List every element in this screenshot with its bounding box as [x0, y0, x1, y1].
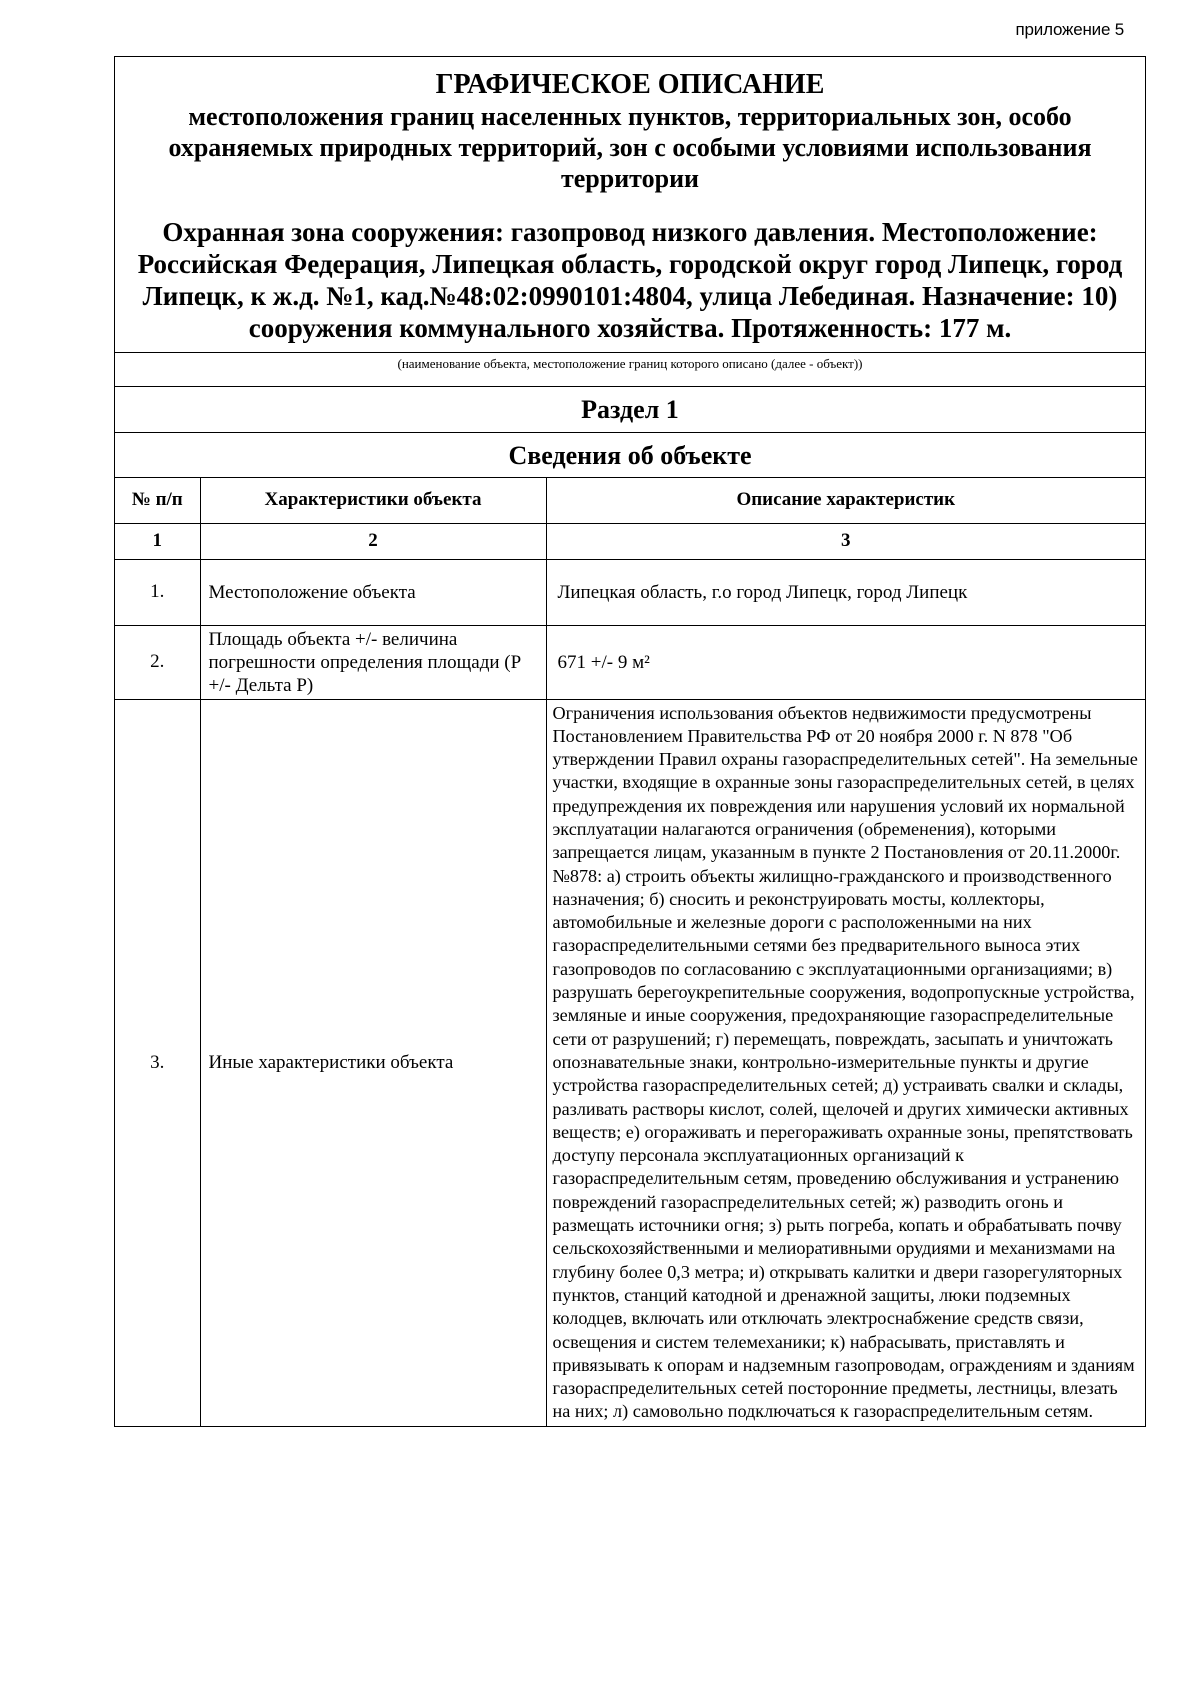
- table-row: [115, 625, 1145, 699]
- header-number: № п/п: [115, 478, 200, 523]
- document-title: ГРАФИЧЕСКОЕ ОПИСАНИЕ: [435, 69, 825, 100]
- row-number: 2.: [115, 625, 200, 699]
- table-index-row: [115, 523, 1145, 559]
- header-characteristic: Характеристики объекта: [200, 478, 546, 523]
- row-description: Ограничения использования объектов недвижимости предусмотрены Постановлением Правительства РФ от 20 ноября 2000 г. N 878 "Об утверждении Правил охраны газораспределительных сетей". На земельные участки, входящие в охранные зоны газораспределительных сетей, в целях предупреждения их повреждения или нарушения условий их нормальной эксплуатации налагаются ограничения (обременения), которыми запрещается лицам, указанным в пункте 2 Постановления от 20.11.2000г. №878: а) строить объекты жилищно-гражданского и производственного назначения; б) сносить и реконструировать мосты, коллекторы, автомобильные и железные дороги с расположенными на них газораспределительными сетями без предварительного выноса этих газопроводов по согласованию с эксплуатационными организациями; в) разрушать берегоукрепительные сооружения, водопропускные устройства, земляные и иные сооружения, предохраняющие газораспределительные сети от разрушений; г) перемещать, повреждать, засыпать и уничтожать опознавательные знаки, контрольно-измерительные пункты и другие устройства газораспределительных сетей; д) устраивать свалки и склады, разливать растворы кислот, солей, щелочей и других химически активных веществ; е) огораживать и перегораживать охранные зоны, препятствовать доступу персонала эксплуатационных организаций к газораспределительным сетям, проведению обслуживания и устранению повреждений газораспределительных сетей; ж) разводить огонь и размещать источники огня; з) рыть погреба, копать и обрабатывать почву сельскохозяйственными и мелиоративными орудиями и механизмами на глубину более 0,3 метра; и) открывать калитки и двери газорегуляторных пунктов, станций катодной и дренажной защиты, люки подземных колодцев, включать или отключать электроснабжение средств связи, освещения и систем телемеханики; к) набрасывать, приставлять и привязывать к опорам и надземным газопроводам, ограждениям и зданиям газораспределительных сетей посторонние предметы, лестницы, влезать на них; л) самовольно подключаться к газораспределительным сетям.: [552, 702, 1138, 1422]
- row-description: Липецкая область, г.о город Липецк, город Липецк: [546, 559, 1145, 625]
- section-number: Раздел 1: [115, 387, 1145, 433]
- row-description: 671 +/- 9 м²: [546, 625, 1145, 699]
- appendix-label: приложение 5: [1015, 20, 1124, 39]
- object-caption: (наименование объекта, местоположение границ которого описано (далее - объект)): [115, 353, 1145, 387]
- row-number: 1.: [115, 559, 200, 625]
- document-header: [115, 57, 1145, 353]
- document-frame: [114, 56, 1146, 1427]
- header-description: Описание характеристик: [546, 478, 1145, 523]
- object-name: Охранная зона сооружения: газопровод низкого давления. Местоположение: Российская Федерация, Липецкая область, городской округ город Липецк, город Липецк, к ж.д. №1, кад.№48:02:0990101:4804, улица Лебединая. Назначение: 10) сооружения коммунального хозяйства. Протяженность: 177 м.: [137, 217, 1123, 343]
- index-cell: 2: [200, 523, 546, 559]
- document-subtitle: местоположения границ населенных пунктов, территориальных зон, особо охраняемых природных территорий, зон с особыми условиями использования территории: [168, 102, 1092, 193]
- index-cell: 1: [115, 523, 200, 559]
- object-info-table: [115, 478, 1145, 1426]
- row-characteristic: Местоположение объекта: [200, 559, 546, 625]
- section-title: Сведения об объекте: [115, 433, 1145, 478]
- index-cell: 3: [546, 523, 1145, 559]
- row-characteristic: Иные характеристики объекта: [200, 699, 546, 1426]
- row-characteristic: Площадь объекта +/- величина погрешности определения площади (Р +/- Дельта Р): [200, 625, 546, 699]
- table-row: [115, 699, 1145, 1426]
- table-header-row: [115, 478, 1145, 523]
- table-row: [115, 559, 1145, 625]
- row-number: 3.: [115, 699, 200, 1426]
